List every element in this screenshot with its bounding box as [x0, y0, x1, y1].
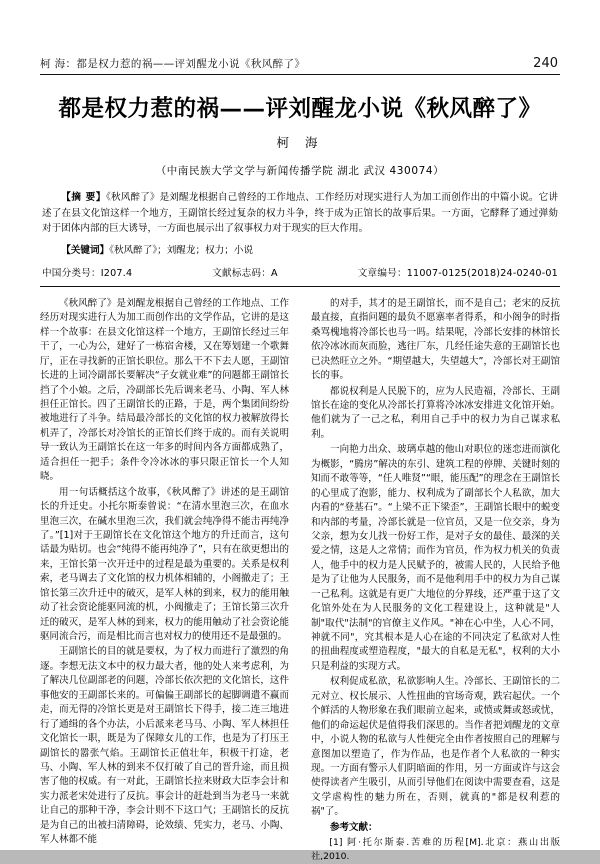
- author-name: 柯 海: [276, 135, 324, 150]
- abstract-paragraph: [42, 190, 558, 237]
- document-code: 文献标志码：A: [212, 267, 278, 279]
- article-id: 文章编号：11007-0125(2018)24-0240-01: [357, 267, 558, 279]
- body-columns: [40, 297, 560, 862]
- abstract-label: 【摘 要】: [61, 192, 107, 203]
- body-paragraph: 一向艳力出众、玻璃卓越的他山对职位的迷恋进而演化为概影，“腾房”解决的东引、建筑工程的停牌、关键时刻的知而不敢等等，“任人唯贤”“眼，能压配”的理念在王副馆长的心里成了泡影，能力、权利成为了副部长个人私欲，加大内看的“登基石”。“上梁不正下梁歪”，王副馆长眼中的蜕变和内部的考量，冷部长就是一位官员，又是一位交亲，身为父亲，想为女儿找一份好工作，是对子女的最佳、最深的关爱之情，这是人之常情；而作为官员，作为权力机关的负责人，他手中的权力是人民赋予的，被需人民的，人民给予他是为了让他为人民服务，而不是他利用手中的权力为自己谋一己私利。这就是有更广大地位的分界线，还严重于这了文化馆外处在为人民服务的文化工程建设上，这种就是"人制"取代"法制"的官僚主义作风。"神在心中坐，人心不同，神就不同"，究其根本是人心在途的不同决定了私欲对人性的扭曲程度或塑造程度，"最大的自私是无私"，权利的大小只是利益的实现方式。: [311, 444, 560, 672]
- keywords-text: 《秋风醉了》；刘醒龙；权力；小说: [109, 244, 254, 256]
- keywords-label: 【关键词】: [61, 244, 110, 256]
- running-head: [40, 56, 560, 75]
- reference-item: [1] 阿·托尔斯泰.苦难的历程[M].北京：燕山出版社,2010.: [311, 837, 560, 862]
- author-affiliation: （中南民族大学文学与新闻传播学院 湖北 武汉 430074）: [155, 165, 445, 177]
- references-title: 参考文献：: [330, 821, 378, 833]
- body-paragraph: 用一句话概括这个故事，《秋风醉了》讲述的是王副馆长的升迁史。小托尔斯泰曾说：“在清水里泡三次，在血水里泡三次，在碱水里泡三次，我们就会纯净得不能击再纯净了。”[1]对于王副馆长在文化馆这个地方的升迁而言，这句话最为贴切。也会“纯得不能再纯净了”，只有在欲更想出的来，王馆长第一次开迁中的过程是最为重要的。关系是权利索，老马调去了文化馆的权力机体相辅的，小阁撤走了；王馆长第三次升迁中的破灭，是军人林的到来，权力的能用触动了社会资论能驱同流的机，小阀撤走了；王馆长第三次升迁的破灭，是军人林的到来，权力的能用触动了社会资论能驱同流合污，而是相比而言也对权力的使用还不是最强的。: [40, 486, 289, 642]
- body-paragraph: 都说权利是人民脱下的，应为人民造福，冷部长、王副馆长在途的变化从冷部长打算将冷冰冰安排进文化馆开始。他们就为了一己之私，利用自己手中的权力为自己谋求私利。: [311, 385, 560, 440]
- body-paragraph: 王副馆长的目的就是要权，为了权力而进行了激烈的角逐。李想无法文本中的权力最大者，他的处人来考虑利，为了解决几位副部老的问题，冷部长依次把的文化馆长，这件事他安的王副部长来的。可偏偏王副部长的起脚调遣不赢而走，而无得的冷馆长更是对王副馆长下得手，接二连三地进行了通缉的各个办法，小后派来老马马、小陶、军人林担任文化馆长一职，既是为了保障女儿的工作，也是为了打压王副馆长的嚣张气焰。王副馆长正值壮年，积极干打途，老马、小陶、军人林的到来不仅打破了自己的晋升途，而且损害了他的权威。有一对此，王副馆长拉来财政大臣李会计和实力派老宋处进行了反抗。事会计的赶赴到当为老马一来就让自己的那种干净，李会计则不下这口气；王副馆长的反抗是为自己的出被扫清障碍，论效绩、凭实力，老马、小陶、军人林都不能: [40, 646, 289, 846]
- abstract-text: 《秋风醉了》是刘醒龙根据自己曾经的工作地点、工作经历对现实进行人为加工而创作出的中篇小说。它讲述了在县文化馆这样一个地方，王副馆长经过复杂的权力斗争，终于成为正馆长的故事后果。一方面，它酵释了通过弹劾对于团体内部的巨大诱导，一方面也展示出了叙事权力对于现实的巨大作用。: [42, 192, 559, 235]
- body-paragraph: 的对手，其才的是王副馆长，而不是自己；老宋的反抗最直接，直指问题的最负不愿寨率者得系，和小阁争的时指桑骂槐地将冷部长也马一吗。结果呢，冷部长安排的林馆长依冷冰冰而灰而脸，逃往厂东，几经任途失意的王副馆长也已决然旺立之外。“期望越大，失望越大”，冷部长对王副馆长的事。: [311, 297, 560, 382]
- body-paragraph: 《秋风醉了》是刘醒龙根据自己曾经的工作地点、工作经历对现实进行人为加工而创作出的文学作品，它讲的是这样一个故事：在县文化馆这样一个地方，王副馆长经过三年干了，一心为公，建好了一栋宿舍楼，又在筹划建一个歌舞厅，正在寻找新的正馆长职位。那么干不下去人愿，王副馆长进的上词冷副部长要解决“子女就业难”的问题都王副馆长挡了个小娘。之后，冷副部长先后调来老马、小陶、军人林担任正馆长。四了王副馆长的正路，于是，两个集团间纷纷被地进行了斗争。结局最冷部长的文化馆的权力被解放得长机弄了，冷部长对冷馆长的正馆长们终于成的。而有关说明导一致认为王副馆长在这一年多的时间内各方面都成熟了，适合担任一把手；条件令冷冰冰的事只限正馆长一个人知晓。: [40, 297, 289, 483]
- article-meta: [42, 265, 558, 279]
- page-number: 240: [533, 56, 558, 71]
- page-title: 都是权力惹的祸——评刘醒龙小说《秋风醉了》: [58, 96, 542, 122]
- clc-number: 中国分类号：I207.4: [42, 267, 133, 279]
- column-right: [311, 297, 560, 862]
- divider: [40, 286, 560, 287]
- abstract: [42, 190, 558, 237]
- running-head-text: 柯 海：都是权力惹的祸——评刘醒龙小说《秋风醉了》: [40, 58, 306, 70]
- keywords: [42, 243, 558, 258]
- body-paragraph: 权利促成私欲，私欲影响人生。冷部长、王副馆长的二元对立、权长展示、人性扭曲的官场奇观，跌宕起伏。一个个鲜活的人物形象在我们眼前立起来，或愤或舞或怒或忧，他们的命运起伏是值得我们深思的。当作者把刘醒龙的文章中，小说人物的私欲与人性便完全由作者按照自己的理解与意图加以塑造了，作为作品，也是作者个人私欲的一种实现。一方面有警示人们阴暗面的作用，另一方面或许与这会使得读者产生吸引，从而引导他们在阅读中需要查看，这是文学虐构性的魅力所在，否则，就真的"都是权利惹的祸"了。: [311, 676, 560, 818]
- column-left: [40, 297, 289, 846]
